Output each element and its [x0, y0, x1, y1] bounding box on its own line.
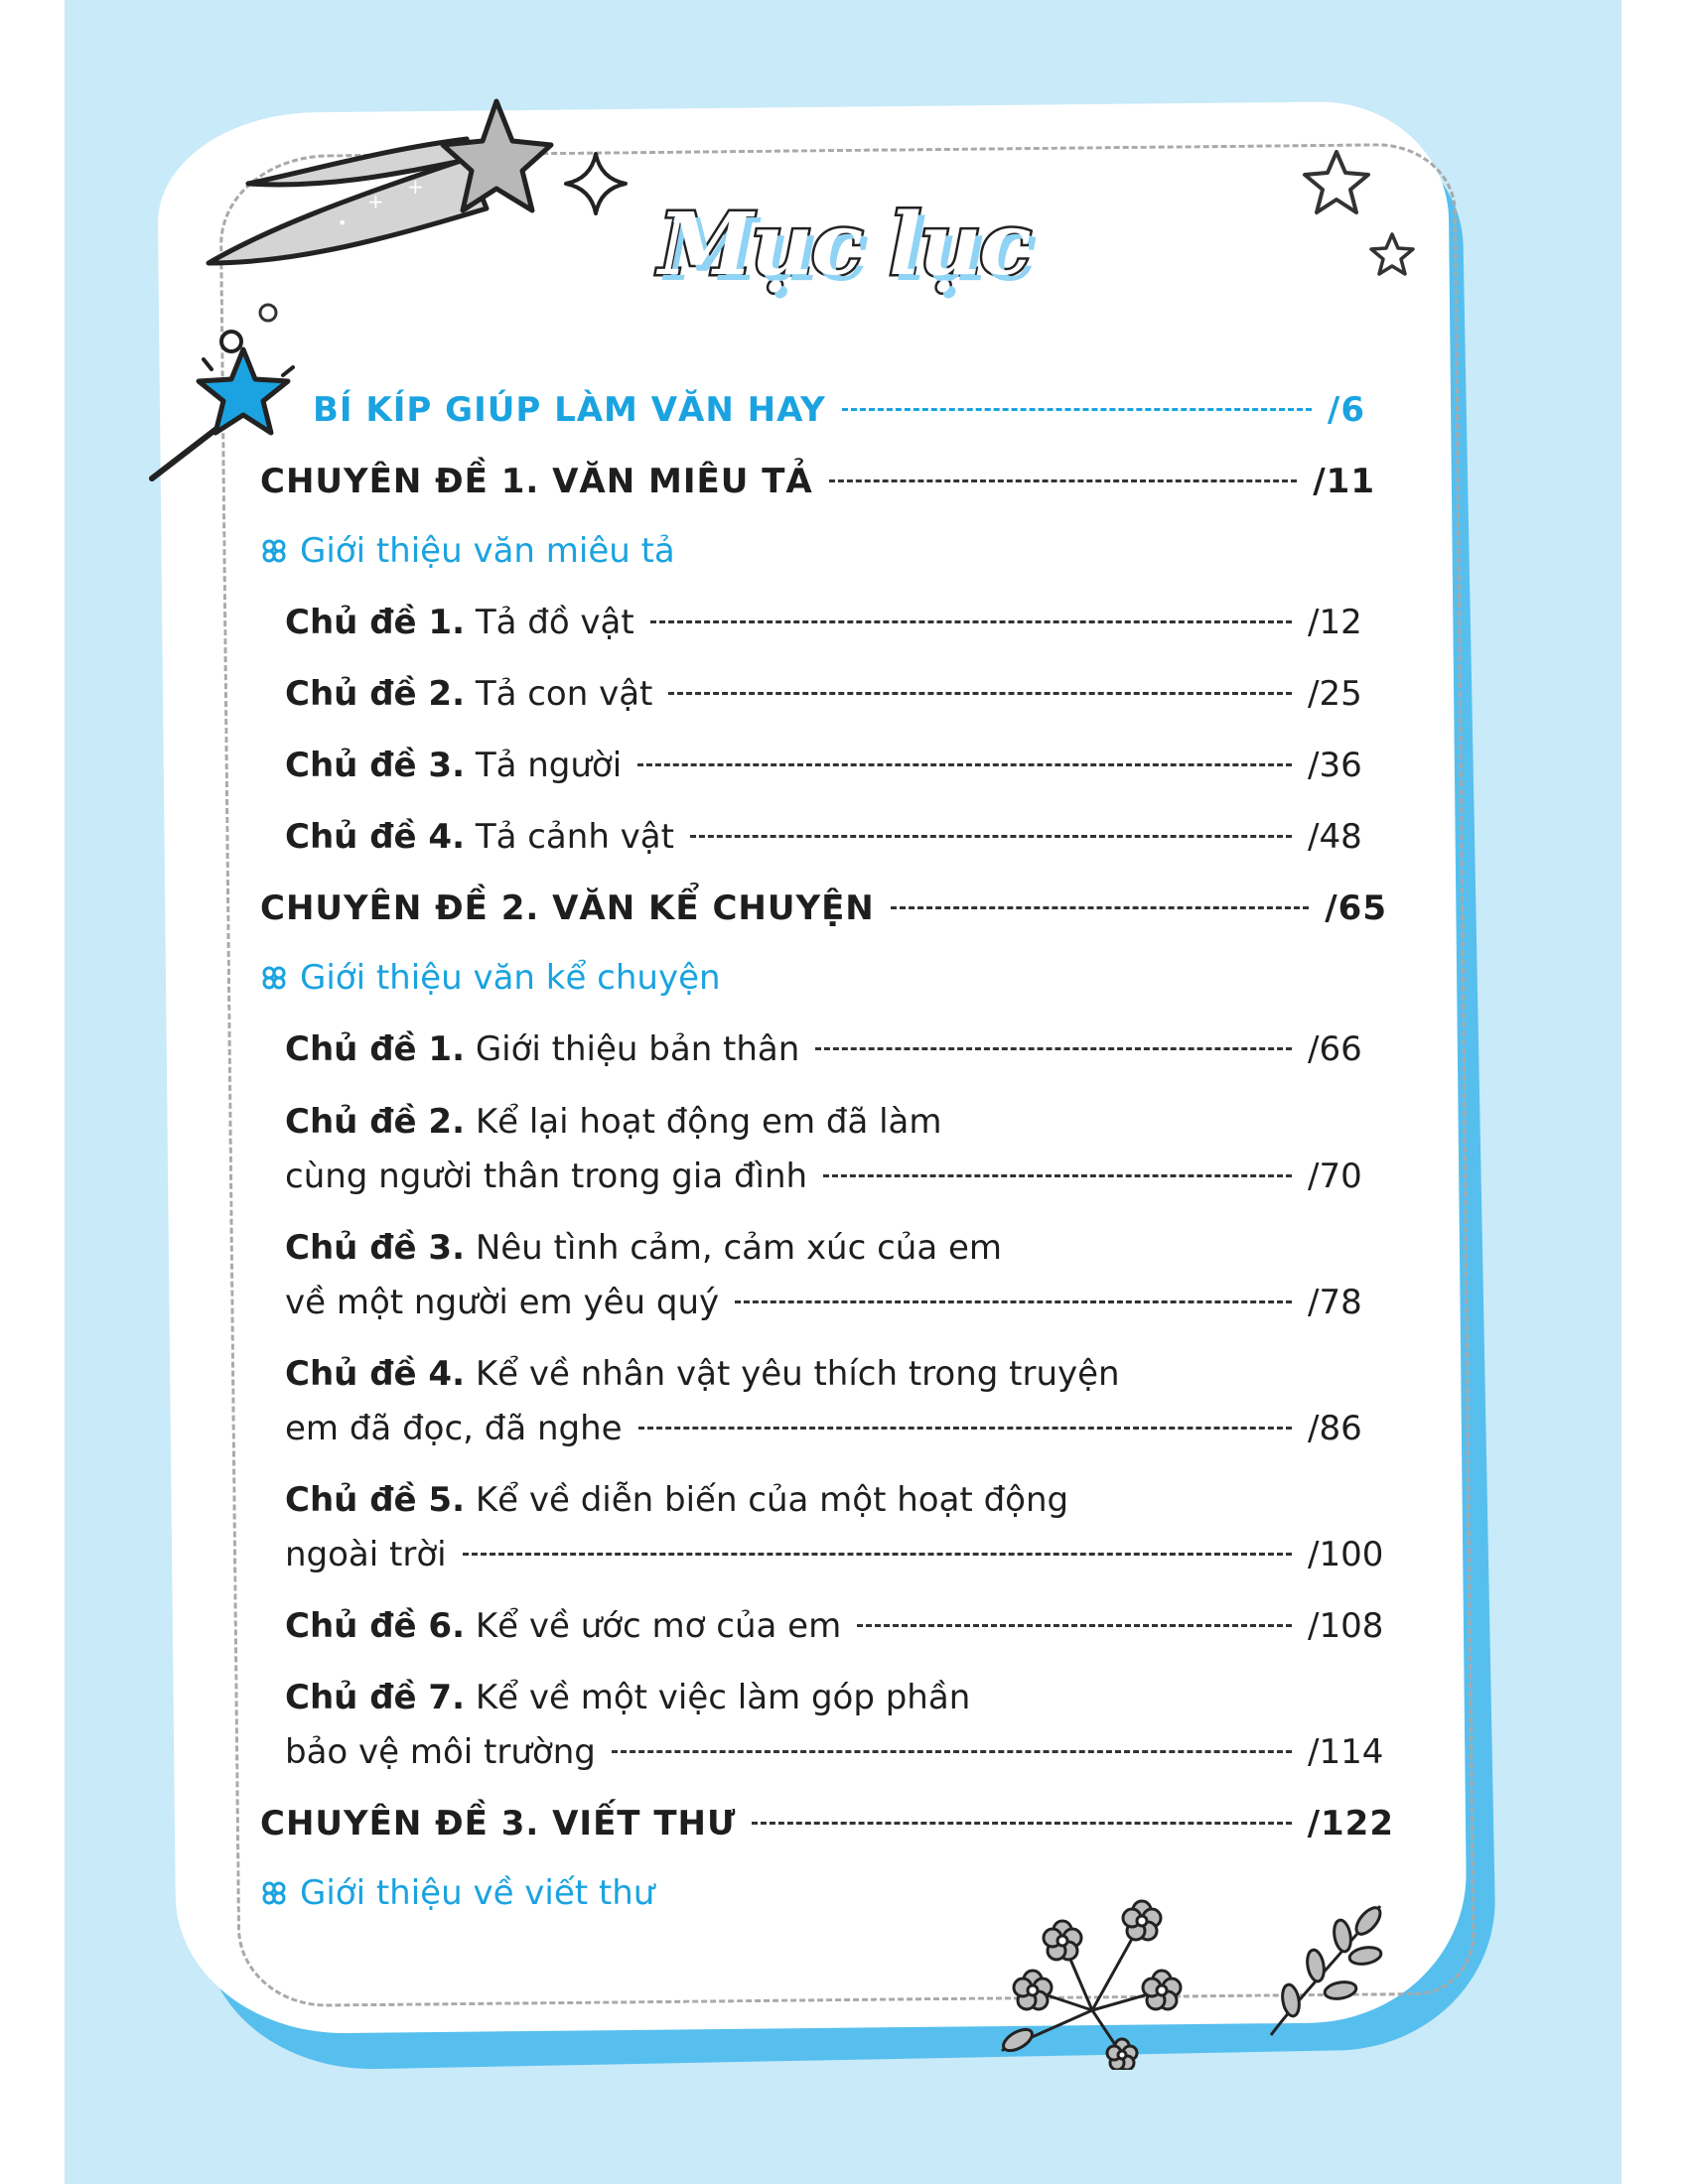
dot-leader	[842, 408, 1312, 411]
topic-title: Tả con vật	[475, 674, 653, 714]
page-title: Mục lục	[658, 195, 1030, 295]
toc-topic-line1[interactable]	[285, 1102, 942, 1142]
topic-number: Chủ đề 2.	[285, 1102, 466, 1142]
dot-leader	[735, 1300, 1292, 1303]
toc-section-3[interactable]	[260, 1804, 1394, 1843]
topic-title-cont: về một người em yêu quý	[285, 1283, 720, 1322]
dot-leader	[857, 1624, 1292, 1627]
leaf-branch-icon	[1261, 1896, 1390, 2045]
dot-leader	[815, 1047, 1292, 1050]
entry-page: /25	[1308, 674, 1362, 714]
dot-leader	[637, 763, 1292, 766]
topic-number: Chủ đề 7.	[285, 1678, 466, 1717]
toc-section-2[interactable]	[260, 888, 1387, 928]
dot-leader	[668, 692, 1292, 695]
entry-page: /86	[1308, 1409, 1362, 1448]
topic-title-cont: em đã đọc, đã nghe	[285, 1409, 623, 1448]
entry-page: /36	[1308, 746, 1362, 785]
toc-intro-3[interactable]	[260, 1873, 654, 1913]
toc-topic-line2[interactable]	[285, 1732, 1392, 1772]
dot-leader	[650, 620, 1292, 623]
toc-topic-line2[interactable]	[285, 1409, 1377, 1448]
flower-bullet-icon	[260, 1879, 288, 1907]
entry-label: Giới thiệu văn kể chuyện	[300, 958, 721, 998]
toc-topic-line1[interactable]	[285, 1480, 1068, 1520]
toc-intro-1[interactable]	[260, 531, 675, 571]
dot-leader	[612, 1750, 1292, 1753]
toc-intro-2[interactable]	[260, 958, 721, 998]
topic-number: Chủ đề 4.	[285, 1354, 466, 1394]
dot-leader	[752, 1822, 1291, 1825]
topic-number: Chủ đề 6.	[285, 1606, 466, 1646]
toc-topic-line1[interactable]	[285, 1678, 970, 1717]
topic-number: Chủ đề 2.	[285, 674, 466, 714]
entry-page: /65	[1325, 888, 1387, 928]
topic-number: Chủ đề 3.	[285, 746, 466, 785]
topic-title: Tả cảnh vật	[475, 817, 674, 857]
dot-leader	[829, 479, 1298, 482]
entry-label: CHUYÊN ĐỀ 3. VIẾT THƯ	[260, 1804, 737, 1843]
entry-label: CHUYÊN ĐỀ 1. VĂN MIÊU TẢ	[260, 462, 813, 501]
toc-topic-line1[interactable]	[285, 1354, 1120, 1394]
topic-number: Chủ đề 3.	[285, 1228, 466, 1268]
topic-title: Kể về diễn biến của một hoạt động	[475, 1480, 1069, 1520]
svg-text:+: +	[407, 175, 424, 199]
svg-text:+: +	[367, 190, 384, 213]
topic-title: Kể về ước mơ của em	[475, 1606, 842, 1646]
dot-leader	[638, 1427, 1292, 1430]
toc-topic[interactable]	[285, 746, 1367, 785]
entry-label: Giới thiệu văn miêu tả	[300, 531, 675, 571]
toc-topic[interactable]	[285, 603, 1367, 642]
toc-topic[interactable]	[285, 674, 1367, 714]
toc-topic[interactable]	[285, 1606, 1392, 1646]
topic-title: Kể về một việc làm góp phần	[475, 1678, 971, 1717]
topic-title: Tả đồ vật	[475, 603, 634, 642]
toc-topic[interactable]	[285, 817, 1367, 857]
topic-title: Giới thiệu bản thân	[475, 1029, 800, 1069]
entry-page: /6	[1327, 390, 1365, 430]
flower-bullet-icon	[260, 964, 288, 992]
entry-page: /70	[1308, 1157, 1362, 1196]
entry-page: /12	[1308, 603, 1362, 642]
topic-title: Tả người	[475, 746, 623, 785]
entry-page: /122	[1307, 1804, 1394, 1843]
toc-entry-bi-kip[interactable]	[313, 390, 1365, 430]
bubble-icon	[256, 301, 280, 325]
toc-section-1[interactable]	[260, 462, 1375, 501]
entry-page: /114	[1308, 1732, 1384, 1772]
topic-title-cont: bảo vệ môi trường	[285, 1732, 596, 1772]
topic-number: Chủ đề 1.	[285, 1029, 466, 1069]
toc-topic-line1[interactable]	[285, 1228, 1002, 1268]
entry-page: /66	[1308, 1029, 1362, 1069]
flower-sprig-icon	[993, 1881, 1192, 2070]
dot-leader	[463, 1553, 1292, 1556]
topic-number: Chủ đề 1.	[285, 603, 466, 642]
entry-page: /11	[1313, 462, 1375, 501]
entry-page: /100	[1308, 1535, 1384, 1574]
toc-topic-line2[interactable]	[285, 1283, 1377, 1322]
entry-label: Giới thiệu về viết thư	[300, 1873, 655, 1913]
topic-number: Chủ đề 4.	[285, 817, 466, 857]
toc-topic-line2[interactable]	[285, 1535, 1392, 1574]
topic-title: Kể lại hoạt động em đã làm	[475, 1102, 942, 1142]
topic-number: Chủ đề 5.	[285, 1480, 466, 1520]
toc-topic[interactable]	[285, 1029, 1377, 1069]
svg-text:•: •	[338, 213, 348, 232]
entry-label: CHUYÊN ĐỀ 2. VĂN KỂ CHUYỆN	[260, 888, 875, 928]
flower-bullet-icon	[260, 537, 288, 565]
topic-title-cont: ngoài trời	[285, 1535, 447, 1574]
dot-leader	[891, 906, 1310, 909]
entry-page: /78	[1308, 1283, 1362, 1322]
topic-title: Nêu tình cảm, cảm xúc của em	[475, 1228, 1003, 1268]
toc-topic-line2[interactable]	[285, 1157, 1377, 1196]
entry-page: /48	[1308, 817, 1362, 857]
topic-title: Kể về nhân vật yêu thích trong truyện	[475, 1354, 1120, 1394]
dot-leader	[690, 835, 1292, 838]
entry-page: /108	[1308, 1606, 1384, 1646]
topic-title-cont: cùng người thân trong gia đình	[285, 1157, 808, 1196]
entry-label: BÍ KÍP GIÚP LÀM VĂN HAY	[313, 390, 826, 430]
dot-leader	[823, 1174, 1292, 1177]
